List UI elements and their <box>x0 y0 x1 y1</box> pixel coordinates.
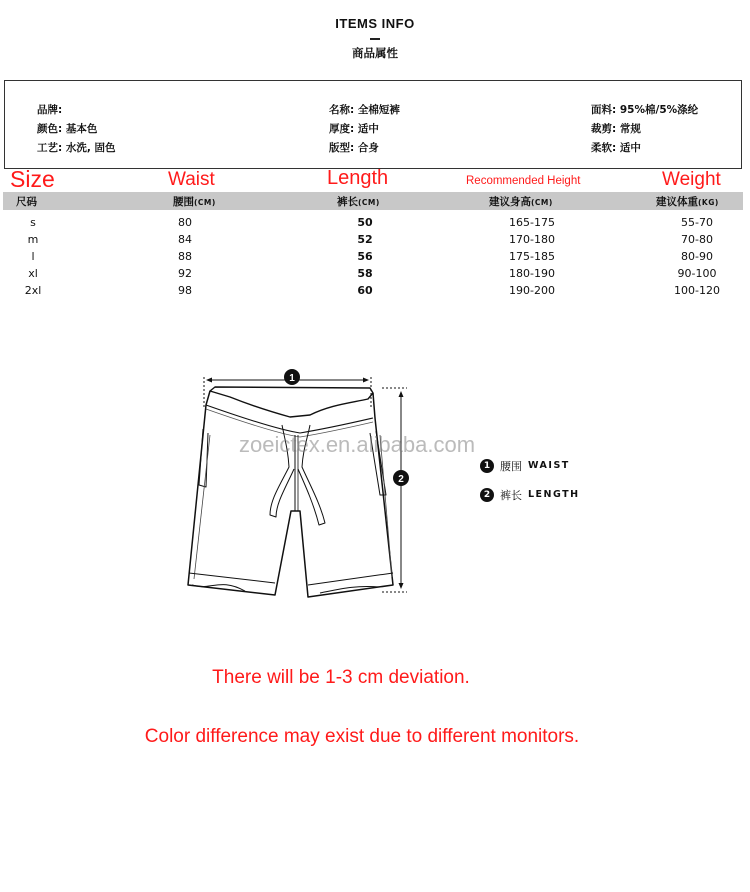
header-waist-unit: (CM) <box>194 198 216 207</box>
header-waist <box>173 194 216 209</box>
attributes-column-2 <box>329 101 400 158</box>
table-row <box>3 264 743 281</box>
label-weight: Weight <box>662 169 721 190</box>
header-weight-text: 建议体重 <box>656 196 698 208</box>
attr-cut: 裁剪: 常规 <box>591 123 641 135</box>
cell-weight: 55-70 <box>681 216 713 229</box>
label-length: Length <box>327 167 389 189</box>
label-size: Size <box>10 166 55 192</box>
cell-height: 175-185 <box>509 250 555 263</box>
cell-weight: 70-80 <box>681 233 713 246</box>
header-height-unit: (CM) <box>531 198 553 207</box>
attr-softness: 柔软: 适中 <box>591 142 641 154</box>
label-waist: Waist <box>168 169 215 190</box>
header-length <box>337 194 380 209</box>
attr-fit: 版型: 合身 <box>329 142 379 154</box>
header-height-text: 建议身高 <box>489 196 531 208</box>
attr-color: 颜色: 基本色 <box>37 123 98 135</box>
legend-length-en: LENGTH <box>528 489 580 500</box>
watermark: zoeictex.en.alibaba.com <box>239 432 476 457</box>
cell-height: 165-175 <box>509 216 555 229</box>
cell-weight: 100-120 <box>674 284 720 297</box>
cell-size: 2xl <box>24 284 42 297</box>
cell-weight: 90-100 <box>677 267 717 280</box>
deviation-note: There will be 1-3 cm deviation. <box>212 667 470 688</box>
cell-length: 58 <box>357 267 373 280</box>
title-divider <box>370 38 380 40</box>
attr-thickness: 厚度: 适中 <box>329 123 379 135</box>
table-row <box>3 247 743 264</box>
cell-height: 170-180 <box>509 233 555 246</box>
marker-2-text: 2 <box>398 474 404 485</box>
legend-length-zh: 裤长 <box>500 488 522 502</box>
label-recommended-height: Recommended Height <box>466 175 581 187</box>
color-difference-note: Color difference may exist due to different monitors. <box>144 726 580 747</box>
header-weight-unit: (KG) <box>698 198 719 207</box>
header-size <box>16 194 37 209</box>
attr-brand: 品牌: <box>37 104 63 116</box>
cell-waist: 92 <box>178 267 192 280</box>
cell-length: 56 <box>357 250 373 263</box>
header-length-unit: (CM) <box>358 198 380 207</box>
header-height <box>489 194 553 209</box>
marker-1-text: 1 <box>289 373 295 384</box>
shorts-diagram <box>170 355 440 625</box>
attributes-column-1 <box>37 101 116 158</box>
page-header <box>0 16 750 61</box>
header-weight <box>656 194 719 209</box>
english-column-labels <box>0 166 750 192</box>
cell-size: m <box>27 233 39 246</box>
legend-item-length <box>480 480 580 509</box>
table-header <box>3 192 743 210</box>
table-row <box>3 213 743 230</box>
table-row <box>3 230 743 247</box>
cell-length: 60 <box>357 284 373 297</box>
attributes-box <box>4 80 742 169</box>
header-length-text: 裤长 <box>337 196 358 208</box>
diagram-legend <box>480 451 580 509</box>
attr-fabric: 面料: 95%棉/5%涤纶 <box>591 104 699 116</box>
attributes-column-3 <box>591 101 698 158</box>
title-zh: 商品属性 <box>352 45 398 60</box>
cell-height: 180-190 <box>509 267 555 280</box>
header-waist-text: 腰围 <box>173 196 194 208</box>
attr-name: 名称: 全棉短裤 <box>329 104 400 116</box>
table-row <box>3 281 743 298</box>
legend-waist-zh: 腰围 <box>500 459 522 473</box>
cell-waist: 88 <box>178 250 192 263</box>
cell-waist: 80 <box>178 216 192 229</box>
title-en: ITEMS INFO <box>335 16 415 31</box>
cell-size: xl <box>28 267 38 280</box>
attr-process: 工艺: 水洗, 固色 <box>37 142 116 154</box>
legend-waist-en: WAIST <box>528 460 570 471</box>
cell-size: l <box>31 250 35 263</box>
cell-height: 190-200 <box>509 284 555 297</box>
number-1-icon: 1 <box>480 459 494 473</box>
cell-weight: 80-90 <box>681 250 713 263</box>
header-size-text: 尺码 <box>16 196 37 208</box>
cell-length: 50 <box>357 216 373 229</box>
cell-waist: 84 <box>178 233 192 246</box>
size-table <box>3 192 743 298</box>
cell-size: s <box>30 216 36 229</box>
cell-waist: 98 <box>178 284 192 297</box>
number-2-icon: 2 <box>480 488 494 502</box>
legend-item-waist <box>480 451 580 480</box>
cell-length: 52 <box>357 233 373 246</box>
